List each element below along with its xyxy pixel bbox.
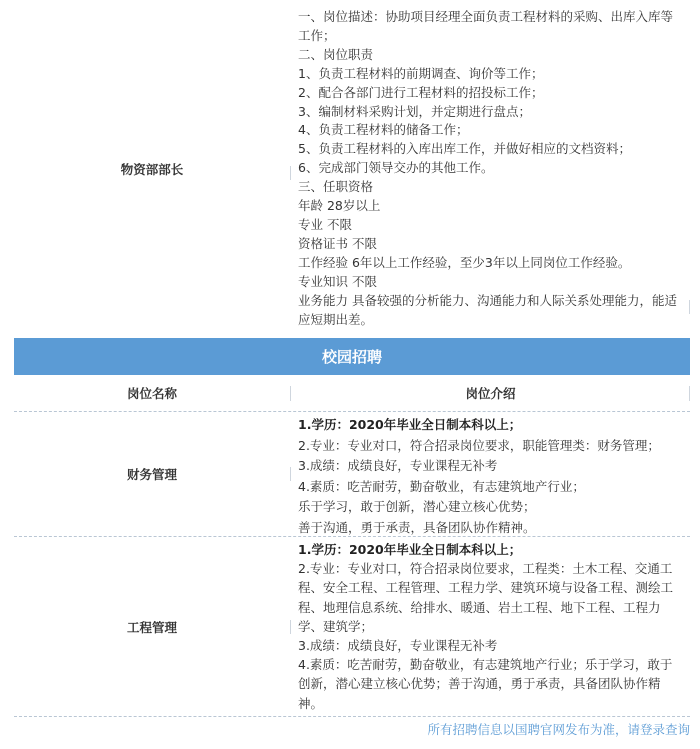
desc-line: 程、安全工程、工程管理、工程力学、建筑环境与设备工程、测绘工 — [298, 580, 674, 596]
desc-line: 6、完成部门领导交办的其他工作。 — [298, 160, 494, 176]
desc-line: 神。 — [298, 695, 324, 711]
position-description — [298, 540, 690, 713]
position-name-cell — [14, 0, 290, 338]
desc-line: 3、编制材料采购计划，并定期进行盘点； — [298, 103, 531, 119]
table-row-engineering — [14, 538, 690, 716]
desc-line: 2.专业：专业对口，符合招录岗位要求，职能管理类：财务管理； — [298, 437, 660, 453]
desc-line: 程、地理信息系统、给排水、暖通、岩土工程、地下工程、工程力 — [298, 599, 661, 615]
row-divider — [14, 716, 690, 717]
desc-line: 业务能力 具备较强的分析能力、沟通能力和人际关系处理能力，能适 — [298, 292, 677, 308]
desc-line: 专业知识 不限 — [298, 273, 377, 289]
column-divider — [290, 166, 291, 180]
desc-line: 一、岗位描述：协助项目经理全面负责工程材料的采购、出库入库等 — [298, 9, 674, 24]
desc-line: 专业 不限 — [298, 216, 352, 232]
position-description — [298, 8, 690, 329]
position-name: 物资部部长 — [120, 162, 184, 177]
position-name-cell — [14, 413, 290, 535]
position-name: 工程管理 — [126, 620, 177, 635]
position-description — [298, 415, 690, 538]
position-name: 财务管理 — [126, 467, 177, 482]
column-divider-right — [689, 300, 690, 314]
desc-line: 年龄 28岁以上 — [298, 198, 381, 214]
desc-line: 1、负责工程材料的前期调查、询价等工作； — [298, 65, 544, 81]
desc-line: 工作； — [298, 27, 336, 43]
desc-line: 1.学历：2020年毕业全日制本科以上； — [298, 542, 522, 557]
official-site-notice-link[interactable]: 所有招聘信息以国聘官网发布为准，请登录查询 — [427, 722, 690, 737]
desc-line: 学、建筑学； — [298, 618, 374, 634]
desc-line: 善于沟通，勇于承责，具备团队协作精神。 — [298, 519, 536, 535]
campus-recruitment-banner: 校园招聘 — [14, 338, 690, 375]
desc-line: 2.专业：专业对口，符合招录岗位要求，工程类：土木工程、交通工 — [298, 561, 673, 577]
position-name-cell — [14, 538, 290, 716]
header-position-name: 岗位名称 — [126, 386, 177, 401]
desc-line: 资格证书 不限 — [298, 235, 377, 251]
desc-line: 5、负责工程材料的入库出库工作，并做好相应的文档资料； — [298, 141, 631, 157]
desc-line: 3.成绩：成绩良好，专业课程无补考 — [298, 638, 498, 654]
desc-line: 工作经验 6年以上工作经验，至少3年以上同岗位工作经验。 — [298, 254, 631, 270]
desc-line: 二、岗位职责 — [298, 46, 374, 62]
row-divider — [14, 411, 690, 412]
column-divider — [290, 620, 291, 634]
desc-line: 4.素质：吃苦耐劳，勤奋敬业，有志建筑地产行业； — [298, 478, 585, 494]
desc-line: 1.学历：2020年毕业全日制本科以上； — [298, 417, 522, 432]
desc-line: 乐于学习，敢于创新，潜心建立核心优势； — [298, 499, 536, 514]
desc-line: 2、配合各部门进行工程材料的招投标工作； — [298, 84, 544, 100]
position-row-materials — [14, 0, 690, 338]
column-divider — [290, 467, 291, 481]
table-row-finance — [14, 413, 690, 535]
desc-line: 3.成绩：成绩良好，专业课程无补考 — [298, 458, 498, 473]
column-divider-right — [689, 386, 690, 401]
row-divider — [14, 536, 690, 537]
table-header — [14, 375, 690, 411]
desc-line: 应短期出差。 — [298, 311, 374, 327]
desc-line: 4.素质：吃苦耐劳，勤奋敬业，有志建筑地产行业；乐于学习，敢于 — [298, 657, 673, 673]
desc-line: 创新，潜心建立核心优势；善于沟通，勇于承责，具备团队协作精 — [298, 676, 661, 692]
desc-line: 4、负责工程材料的储备工作； — [298, 122, 469, 138]
desc-line: 三、任职资格 — [298, 179, 374, 195]
header-position-intro: 岗位介绍 — [465, 386, 516, 401]
